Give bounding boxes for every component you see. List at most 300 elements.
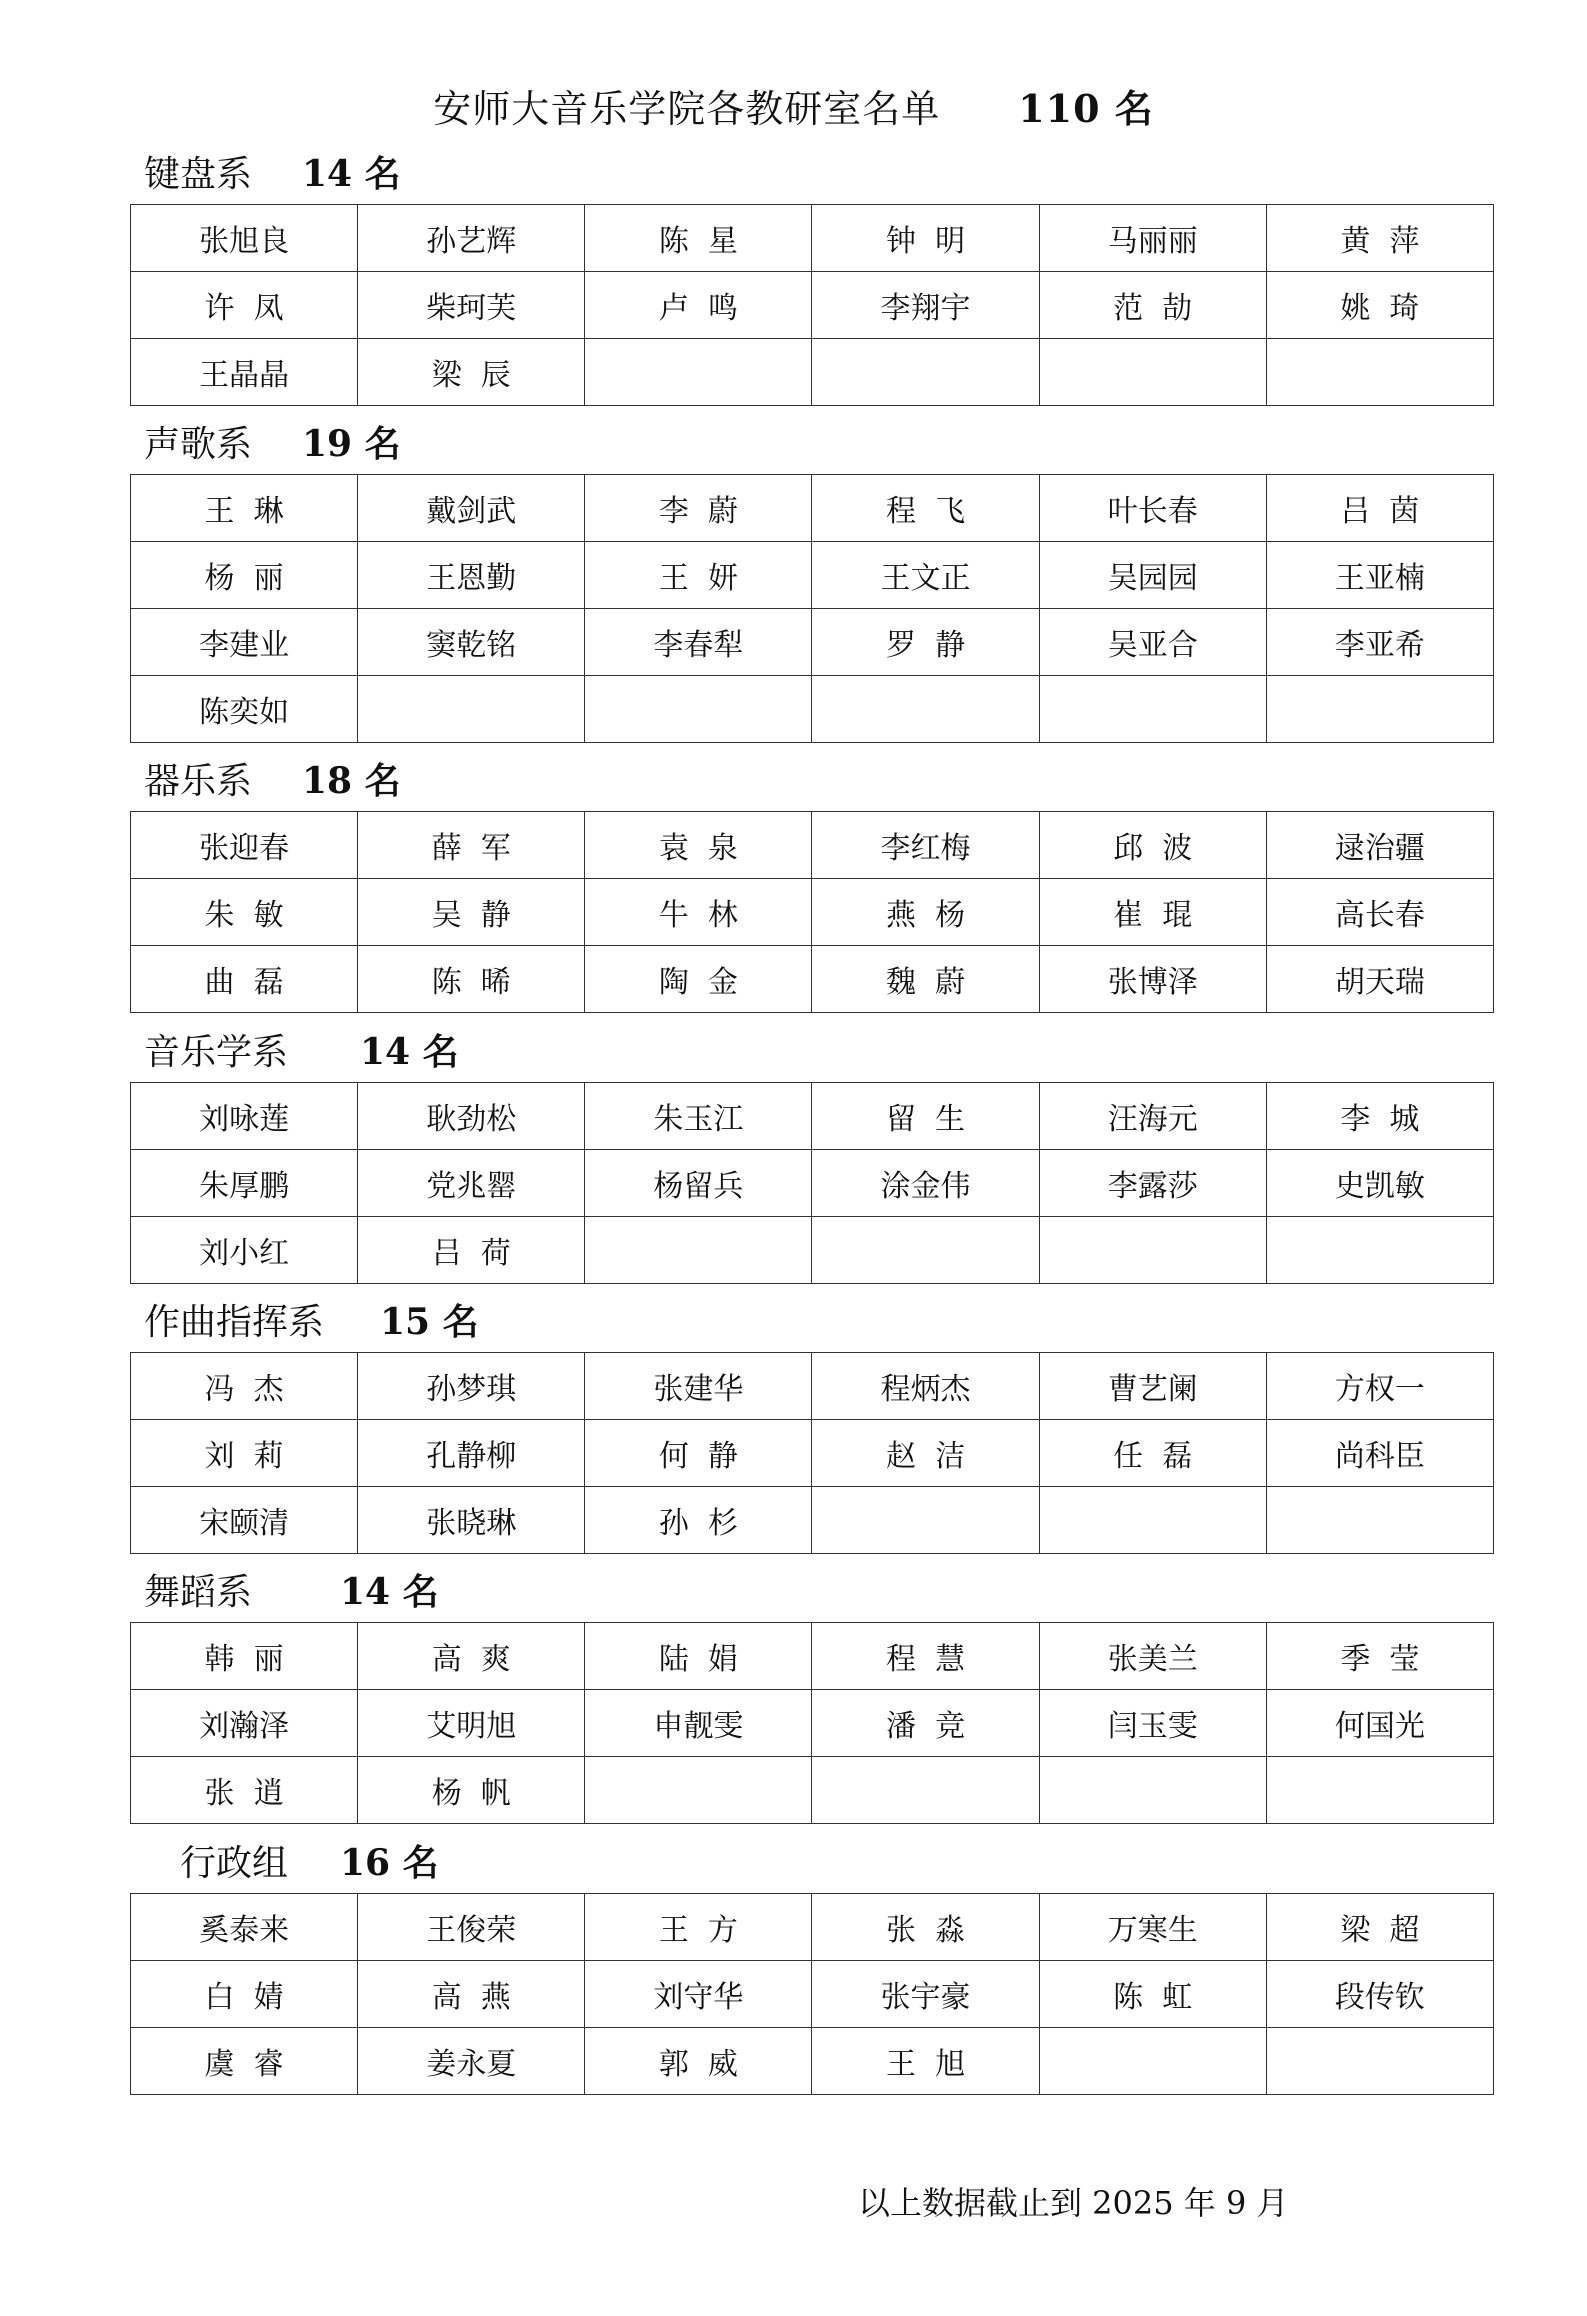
name-cell bbox=[812, 812, 1039, 879]
name-cell bbox=[812, 676, 1039, 743]
table-row bbox=[131, 475, 1494, 542]
person-name: 朱厚鹏 bbox=[199, 1169, 290, 1204]
name-cell bbox=[812, 1690, 1039, 1757]
person-name: 虞 睿 bbox=[204, 2047, 284, 2082]
name-cell bbox=[812, 1961, 1039, 2028]
person-name: 张 淼 bbox=[886, 1913, 966, 1948]
person-name: 王 妍 bbox=[658, 561, 738, 596]
person-name: 牛 林 bbox=[658, 898, 738, 933]
department-name: 声歌系 bbox=[144, 424, 253, 465]
name-cell bbox=[812, 1217, 1039, 1284]
name-cell bbox=[812, 339, 1039, 406]
name-cell bbox=[585, 812, 812, 879]
roster-table bbox=[130, 1622, 1494, 1824]
person-name: 申靓雯 bbox=[653, 1709, 744, 1744]
department-section bbox=[130, 1286, 1494, 1554]
name-cell bbox=[1039, 272, 1266, 339]
person-name: 燕 杨 bbox=[886, 898, 966, 933]
name-cell bbox=[131, 475, 358, 542]
person-name: 胡天瑞 bbox=[1334, 965, 1425, 1000]
person-name: 王晶晶 bbox=[199, 358, 290, 393]
table-row bbox=[131, 946, 1494, 1013]
person-name: 高 爽 bbox=[431, 1642, 511, 1677]
person-name: 刘 莉 bbox=[204, 1439, 284, 1474]
department-header bbox=[130, 1556, 1494, 1622]
person-name: 杨留兵 bbox=[653, 1169, 744, 1204]
name-cell bbox=[131, 812, 358, 879]
name-cell bbox=[1266, 272, 1493, 339]
name-cell bbox=[585, 1217, 812, 1284]
name-cell bbox=[1039, 676, 1266, 743]
person-name: 王恩勤 bbox=[426, 561, 517, 596]
name-cell bbox=[1039, 879, 1266, 946]
person-name: 郭 威 bbox=[658, 2047, 738, 2082]
name-cell bbox=[585, 1894, 812, 1961]
name-cell bbox=[358, 879, 585, 946]
name-cell bbox=[131, 1217, 358, 1284]
name-cell bbox=[1266, 1217, 1493, 1284]
department-header bbox=[130, 745, 1494, 811]
person-name: 罗 静 bbox=[886, 628, 966, 663]
person-name: 李春犁 bbox=[653, 628, 744, 663]
person-name: 杨 丽 bbox=[204, 561, 284, 596]
person-name: 逯治疆 bbox=[1334, 831, 1425, 866]
name-cell bbox=[1266, 609, 1493, 676]
person-name: 王俊荣 bbox=[426, 1913, 517, 1948]
name-cell bbox=[812, 205, 1039, 272]
person-name: 姜永夏 bbox=[426, 2047, 517, 2082]
name-cell bbox=[812, 1623, 1039, 1690]
name-cell bbox=[812, 1083, 1039, 1150]
person-name: 陈 星 bbox=[658, 224, 738, 259]
name-cell bbox=[131, 946, 358, 1013]
person-name: 高长春 bbox=[1334, 898, 1425, 933]
department-section bbox=[130, 408, 1494, 743]
person-name: 张迎春 bbox=[199, 831, 290, 866]
name-cell bbox=[131, 1623, 358, 1690]
name-cell bbox=[585, 1757, 812, 1824]
person-name: 刘咏莲 bbox=[199, 1102, 290, 1137]
name-cell bbox=[1266, 1353, 1493, 1420]
name-cell bbox=[131, 676, 358, 743]
table-row bbox=[131, 1757, 1494, 1824]
table-row bbox=[131, 879, 1494, 946]
name-cell bbox=[1039, 1961, 1266, 2028]
person-name: 涂金伟 bbox=[880, 1169, 971, 1204]
department-count: 18 名 bbox=[302, 760, 401, 802]
document-title bbox=[0, 78, 1587, 133]
person-name: 吕 荷 bbox=[431, 1236, 511, 1271]
person-name: 曲 磊 bbox=[204, 965, 284, 1000]
table-row bbox=[131, 1623, 1494, 1690]
name-cell bbox=[585, 475, 812, 542]
name-cell bbox=[358, 1757, 585, 1824]
person-name: 姚 琦 bbox=[1340, 291, 1420, 326]
person-name: 陈奕如 bbox=[199, 695, 290, 730]
person-name: 艾明旭 bbox=[426, 1709, 517, 1744]
name-cell bbox=[1266, 1894, 1493, 1961]
person-name: 戴剑武 bbox=[426, 494, 517, 529]
person-name: 梁 辰 bbox=[431, 358, 511, 393]
person-name: 李翔宇 bbox=[880, 291, 971, 326]
name-cell bbox=[812, 1150, 1039, 1217]
person-name: 王 方 bbox=[658, 1913, 738, 1948]
name-cell bbox=[358, 272, 585, 339]
name-cell bbox=[358, 1623, 585, 1690]
person-name: 何国光 bbox=[1334, 1709, 1425, 1744]
person-name: 李 城 bbox=[1340, 1102, 1420, 1137]
person-name: 范 劼 bbox=[1113, 291, 1193, 326]
department-count: 19 名 bbox=[302, 423, 401, 465]
name-cell bbox=[1039, 1757, 1266, 1824]
person-name: 高 燕 bbox=[431, 1980, 511, 2015]
person-name: 曹艺阑 bbox=[1107, 1372, 1198, 1407]
roster-table bbox=[130, 204, 1494, 406]
person-name: 潘 竞 bbox=[886, 1709, 966, 1744]
name-cell bbox=[131, 542, 358, 609]
name-cell bbox=[358, 1961, 585, 2028]
name-cell bbox=[812, 542, 1039, 609]
name-cell bbox=[1266, 1623, 1493, 1690]
table-row bbox=[131, 676, 1494, 743]
person-name: 李建业 bbox=[199, 628, 290, 663]
name-cell bbox=[1266, 2028, 1493, 2095]
name-cell bbox=[1266, 946, 1493, 1013]
name-cell bbox=[812, 879, 1039, 946]
department-count: 16 名 bbox=[340, 1842, 439, 1884]
person-name: 王文正 bbox=[880, 561, 971, 596]
person-name: 韩 丽 bbox=[204, 1642, 284, 1677]
person-name: 王 旭 bbox=[886, 2047, 966, 2082]
name-cell bbox=[358, 1487, 585, 1554]
name-cell bbox=[585, 1420, 812, 1487]
name-cell bbox=[358, 1217, 585, 1284]
name-cell bbox=[585, 1961, 812, 2028]
person-name: 陈 晞 bbox=[431, 965, 511, 1000]
name-cell bbox=[131, 879, 358, 946]
person-name: 孙艺辉 bbox=[426, 224, 517, 259]
table-row bbox=[131, 1961, 1494, 2028]
name-cell bbox=[812, 1894, 1039, 1961]
table-row bbox=[131, 1083, 1494, 1150]
person-name: 薛 军 bbox=[431, 831, 511, 866]
name-cell bbox=[585, 1690, 812, 1757]
person-name: 杨 帆 bbox=[431, 1776, 511, 1811]
department-name: 舞蹈系 bbox=[144, 1572, 253, 1613]
name-cell bbox=[585, 1353, 812, 1420]
name-cell bbox=[585, 1623, 812, 1690]
person-name: 吕 茵 bbox=[1340, 494, 1420, 529]
table-row bbox=[131, 1894, 1494, 1961]
department-section bbox=[130, 1556, 1494, 1824]
person-name: 任 磊 bbox=[1113, 1439, 1193, 1474]
person-name: 魏 蔚 bbox=[886, 965, 966, 1000]
name-cell bbox=[585, 676, 812, 743]
department-section bbox=[130, 138, 1494, 406]
person-name: 陶 金 bbox=[658, 965, 738, 1000]
name-cell bbox=[812, 1353, 1039, 1420]
person-name: 何 静 bbox=[658, 1439, 738, 1474]
name-cell bbox=[358, 1690, 585, 1757]
person-name: 史凯敏 bbox=[1334, 1169, 1425, 1204]
name-cell bbox=[1039, 1894, 1266, 1961]
name-cell bbox=[1266, 475, 1493, 542]
name-cell bbox=[1039, 475, 1266, 542]
person-name: 刘瀚泽 bbox=[199, 1709, 290, 1744]
name-cell bbox=[812, 1757, 1039, 1824]
department-count: 14 名 bbox=[360, 1031, 459, 1073]
person-name: 奚泰来 bbox=[199, 1913, 290, 1948]
name-cell bbox=[1039, 1217, 1266, 1284]
person-name: 李露莎 bbox=[1107, 1169, 1198, 1204]
person-name: 耿劲松 bbox=[426, 1102, 517, 1137]
person-name: 张旭良 bbox=[199, 224, 290, 259]
person-name: 赵 洁 bbox=[886, 1439, 966, 1474]
person-name: 刘守华 bbox=[653, 1980, 744, 2015]
table-row bbox=[131, 1487, 1494, 1554]
person-name: 吴 静 bbox=[431, 898, 511, 933]
table-row bbox=[131, 1420, 1494, 1487]
person-name: 窦乾铭 bbox=[426, 628, 517, 663]
name-cell bbox=[131, 1487, 358, 1554]
person-name: 汪海元 bbox=[1107, 1102, 1198, 1137]
person-name: 朱玉江 bbox=[653, 1102, 744, 1137]
name-cell bbox=[585, 1150, 812, 1217]
name-cell bbox=[1039, 609, 1266, 676]
department-count: 15 名 bbox=[380, 1301, 479, 1343]
total-count: 110 名 bbox=[1018, 86, 1154, 131]
name-cell bbox=[131, 1420, 358, 1487]
name-cell bbox=[358, 475, 585, 542]
name-cell bbox=[1039, 1623, 1266, 1690]
name-cell bbox=[1266, 1150, 1493, 1217]
person-name: 张博泽 bbox=[1107, 965, 1198, 1000]
person-name: 宋颐清 bbox=[199, 1506, 290, 1541]
name-cell bbox=[1266, 1083, 1493, 1150]
person-name: 张宇豪 bbox=[880, 1980, 971, 2015]
name-cell bbox=[1039, 2028, 1266, 2095]
table-row bbox=[131, 1150, 1494, 1217]
name-cell bbox=[1266, 1487, 1493, 1554]
name-cell bbox=[131, 205, 358, 272]
name-cell bbox=[1039, 1420, 1266, 1487]
name-cell bbox=[358, 2028, 585, 2095]
name-cell bbox=[1039, 946, 1266, 1013]
name-cell bbox=[1266, 1757, 1493, 1824]
name-cell bbox=[131, 1757, 358, 1824]
person-name: 黄 萍 bbox=[1340, 224, 1420, 259]
person-name: 陆 娟 bbox=[658, 1642, 738, 1677]
name-cell bbox=[1039, 1083, 1266, 1150]
department-header bbox=[130, 1827, 1494, 1893]
name-cell bbox=[358, 609, 585, 676]
person-name: 万寒生 bbox=[1107, 1913, 1198, 1948]
name-cell bbox=[1266, 676, 1493, 743]
name-cell bbox=[1039, 1487, 1266, 1554]
name-cell bbox=[358, 946, 585, 1013]
name-cell bbox=[131, 339, 358, 406]
name-cell bbox=[585, 205, 812, 272]
roster-table bbox=[130, 474, 1494, 743]
name-cell bbox=[1266, 879, 1493, 946]
name-cell bbox=[585, 1083, 812, 1150]
person-name: 王 琳 bbox=[204, 494, 284, 529]
table-row bbox=[131, 2028, 1494, 2095]
person-name: 叶长春 bbox=[1107, 494, 1198, 529]
person-name: 留 生 bbox=[886, 1102, 966, 1137]
name-cell bbox=[1039, 205, 1266, 272]
name-cell bbox=[1039, 812, 1266, 879]
table-row bbox=[131, 1353, 1494, 1420]
person-name: 梁 超 bbox=[1340, 1913, 1420, 1948]
person-name: 段传钦 bbox=[1334, 1980, 1425, 2015]
name-cell bbox=[358, 205, 585, 272]
person-name: 陈 虹 bbox=[1113, 1980, 1193, 2015]
department-section bbox=[130, 1016, 1494, 1284]
person-name: 张美兰 bbox=[1107, 1642, 1198, 1677]
name-cell bbox=[358, 542, 585, 609]
department-header bbox=[130, 1016, 1494, 1082]
name-cell bbox=[1266, 812, 1493, 879]
name-cell bbox=[585, 542, 812, 609]
person-name: 张晓琳 bbox=[426, 1506, 517, 1541]
name-cell bbox=[812, 609, 1039, 676]
name-cell bbox=[585, 879, 812, 946]
name-cell bbox=[131, 609, 358, 676]
name-cell bbox=[358, 1353, 585, 1420]
name-cell bbox=[358, 1420, 585, 1487]
name-cell bbox=[358, 1083, 585, 1150]
roster-table bbox=[130, 1352, 1494, 1554]
person-name: 李亚希 bbox=[1334, 628, 1425, 663]
person-name: 程 飞 bbox=[886, 494, 966, 529]
roster-table bbox=[130, 1082, 1494, 1284]
name-cell bbox=[131, 1353, 358, 1420]
name-cell bbox=[585, 2028, 812, 2095]
department-section bbox=[130, 1827, 1494, 2095]
name-cell bbox=[812, 2028, 1039, 2095]
person-name: 程 慧 bbox=[886, 1642, 966, 1677]
table-row bbox=[131, 339, 1494, 406]
person-name: 孙梦琪 bbox=[426, 1372, 517, 1407]
name-cell bbox=[812, 272, 1039, 339]
person-name: 邱 波 bbox=[1113, 831, 1193, 866]
name-cell bbox=[585, 946, 812, 1013]
person-name: 方权一 bbox=[1334, 1372, 1425, 1407]
person-name: 王亚楠 bbox=[1334, 561, 1425, 596]
person-name: 袁 泉 bbox=[658, 831, 738, 866]
table-row bbox=[131, 542, 1494, 609]
name-cell bbox=[358, 1150, 585, 1217]
person-name: 季 莹 bbox=[1340, 1642, 1420, 1677]
name-cell bbox=[131, 1083, 358, 1150]
name-cell bbox=[1039, 1150, 1266, 1217]
name-cell bbox=[585, 272, 812, 339]
person-name: 马丽丽 bbox=[1107, 224, 1198, 259]
footer-note: 以上数据截止到 2025 年 9 月 bbox=[858, 2184, 1289, 2222]
person-name: 钟 明 bbox=[886, 224, 966, 259]
department-name: 器乐系 bbox=[144, 761, 253, 802]
table-row bbox=[131, 1217, 1494, 1284]
name-cell bbox=[1039, 339, 1266, 406]
roster-table bbox=[130, 1893, 1494, 2095]
person-name: 崔 琨 bbox=[1113, 898, 1193, 933]
person-name: 尚科臣 bbox=[1334, 1439, 1425, 1474]
name-cell bbox=[131, 1961, 358, 2028]
person-name: 党兆罂 bbox=[426, 1169, 517, 1204]
name-cell bbox=[1266, 542, 1493, 609]
name-cell bbox=[1266, 339, 1493, 406]
department-header bbox=[130, 138, 1494, 204]
table-row bbox=[131, 609, 1494, 676]
name-cell bbox=[131, 272, 358, 339]
name-cell bbox=[358, 812, 585, 879]
name-cell bbox=[358, 1894, 585, 1961]
person-name: 吴园园 bbox=[1107, 561, 1198, 596]
name-cell bbox=[812, 946, 1039, 1013]
department-count: 14 名 bbox=[302, 153, 401, 195]
person-name: 卢 鸣 bbox=[658, 291, 738, 326]
name-cell bbox=[1266, 1961, 1493, 2028]
department-header bbox=[130, 408, 1494, 474]
department-count: 14 名 bbox=[340, 1571, 439, 1613]
person-name: 孙 杉 bbox=[658, 1506, 738, 1541]
table-row bbox=[131, 272, 1494, 339]
person-name: 李红梅 bbox=[880, 831, 971, 866]
person-name: 张 逍 bbox=[204, 1776, 284, 1811]
person-name: 闫玉雯 bbox=[1107, 1709, 1198, 1744]
name-cell bbox=[358, 676, 585, 743]
title-text: 安师大音乐学院各教研室名单 bbox=[433, 87, 941, 131]
name-cell bbox=[812, 1420, 1039, 1487]
name-cell bbox=[585, 609, 812, 676]
department-name: 音乐学系 bbox=[144, 1032, 289, 1073]
name-cell bbox=[1266, 205, 1493, 272]
person-name: 程炳杰 bbox=[880, 1372, 971, 1407]
name-cell bbox=[585, 339, 812, 406]
table-row bbox=[131, 1690, 1494, 1757]
person-name: 孔静柳 bbox=[426, 1439, 517, 1474]
table-row bbox=[131, 812, 1494, 879]
department-section bbox=[130, 745, 1494, 1013]
person-name: 吴亚合 bbox=[1107, 628, 1198, 663]
person-name: 刘小红 bbox=[199, 1236, 290, 1271]
name-cell bbox=[585, 1487, 812, 1554]
roster-table bbox=[130, 811, 1494, 1013]
name-cell bbox=[1266, 1690, 1493, 1757]
name-cell bbox=[1039, 542, 1266, 609]
department-name: 键盘系 bbox=[144, 154, 253, 195]
name-cell bbox=[131, 1150, 358, 1217]
department-name: 作曲指挥系 bbox=[144, 1302, 325, 1343]
name-cell bbox=[1039, 1353, 1266, 1420]
person-name: 冯 杰 bbox=[204, 1372, 284, 1407]
department-name: 行政组 bbox=[180, 1843, 289, 1884]
person-name: 许 凤 bbox=[204, 291, 284, 326]
name-cell bbox=[1039, 1690, 1266, 1757]
person-name: 柴珂芙 bbox=[426, 291, 517, 326]
person-name: 李 蔚 bbox=[658, 494, 738, 529]
table-row bbox=[131, 205, 1494, 272]
name-cell bbox=[812, 1487, 1039, 1554]
name-cell bbox=[131, 1690, 358, 1757]
person-name: 张建华 bbox=[653, 1372, 744, 1407]
name-cell bbox=[131, 2028, 358, 2095]
person-name: 朱 敏 bbox=[204, 898, 284, 933]
name-cell bbox=[1266, 1420, 1493, 1487]
name-cell bbox=[131, 1894, 358, 1961]
name-cell bbox=[358, 339, 585, 406]
